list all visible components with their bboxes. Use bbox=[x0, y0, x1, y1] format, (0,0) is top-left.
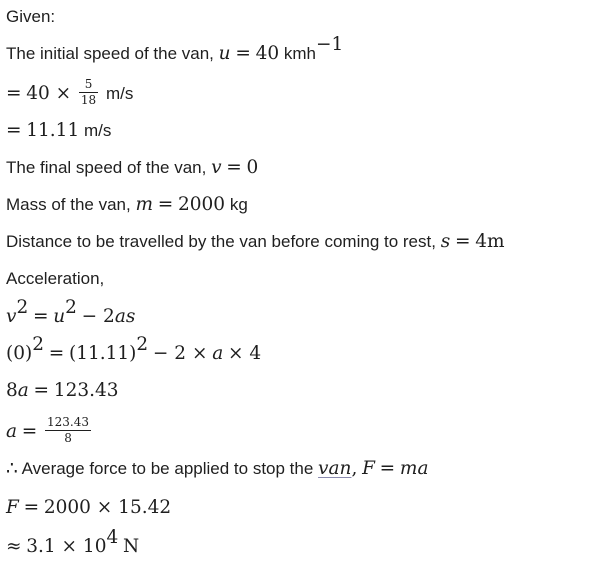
equals-sign: = bbox=[6, 82, 22, 104]
fraction-denominator: 18 bbox=[80, 93, 97, 107]
var-u: u bbox=[218, 43, 231, 64]
var-a: a bbox=[212, 343, 224, 364]
distance-line bbox=[6, 230, 505, 254]
var-F: F bbox=[6, 497, 19, 518]
exponent: 2 bbox=[65, 297, 77, 318]
speed-ms-line bbox=[6, 119, 111, 143]
equation-coefficient: 8 bbox=[6, 380, 18, 401]
mass-value: 2000 bbox=[178, 194, 226, 215]
initial-speed-label: The initial speed of the van, bbox=[6, 44, 214, 63]
force-calc-value: 2000 × 15.42 bbox=[43, 497, 172, 518]
therefore-symbol: ∴ bbox=[6, 458, 18, 479]
equals-sign: = bbox=[23, 497, 40, 518]
var-a: a bbox=[17, 380, 29, 401]
equals-sign: = bbox=[379, 458, 396, 479]
equation-term: × 4 bbox=[227, 343, 262, 364]
conversion-left: 40 × bbox=[26, 82, 72, 104]
acceleration-fraction-line bbox=[6, 415, 94, 447]
equals-sign: = bbox=[6, 120, 22, 141]
exponent: 4 bbox=[106, 527, 119, 548]
fraction-denominator: 8 bbox=[64, 431, 72, 445]
equals-sign: = bbox=[235, 43, 251, 64]
final-speed-line bbox=[6, 156, 258, 180]
var-v: v bbox=[211, 157, 222, 178]
result-unit: N bbox=[123, 536, 140, 557]
fraction-numerator: 123.43 bbox=[47, 415, 90, 429]
final-speed-label: The final speed of the van, bbox=[6, 158, 207, 177]
equation-value: 123.43 bbox=[53, 380, 119, 401]
force-line bbox=[6, 457, 428, 481]
comma: , bbox=[351, 458, 358, 479]
equals-sign: = bbox=[157, 194, 174, 215]
equation-term: − 2 bbox=[81, 306, 115, 327]
equals-sign: = bbox=[226, 157, 242, 178]
force-calc-line bbox=[6, 496, 171, 520]
acceleration-heading bbox=[6, 267, 104, 291]
equation-term: (11.11) bbox=[68, 343, 137, 364]
simplified-line bbox=[6, 379, 119, 403]
given-heading bbox=[6, 5, 55, 29]
exponent: 2 bbox=[136, 334, 149, 355]
speed-ms-value: 11.11 bbox=[26, 120, 80, 141]
var-F: F bbox=[362, 458, 375, 479]
force-text: Average force to be applied to stop the bbox=[21, 459, 314, 478]
conversion-fraction bbox=[79, 78, 98, 107]
acceleration-label: Acceleration, bbox=[6, 269, 105, 288]
equals-sign: = bbox=[21, 420, 38, 442]
speed-ms-unit: m/s bbox=[83, 121, 112, 140]
var-v: v bbox=[6, 306, 17, 327]
var-m: m bbox=[135, 194, 154, 215]
equation-motion-line bbox=[6, 297, 136, 329]
initial-speed-unit: kmh bbox=[283, 44, 316, 63]
equals-sign: = bbox=[48, 343, 65, 364]
mass-unit: kg bbox=[229, 195, 248, 214]
var-a: a bbox=[6, 420, 18, 442]
equals-sign: = bbox=[454, 231, 471, 252]
fraction-numerator: 5 bbox=[79, 78, 98, 93]
mass-line bbox=[6, 193, 248, 217]
equation-term: − 2 × bbox=[152, 343, 208, 364]
initial-speed-value: 40 bbox=[255, 43, 280, 64]
van-underlined: van bbox=[318, 458, 352, 479]
equals-sign: = bbox=[32, 306, 49, 327]
substitution-line bbox=[6, 334, 262, 366]
final-speed-value: 0 bbox=[246, 157, 259, 178]
mass-label: Mass of the van, bbox=[6, 195, 131, 214]
equation-lhs: (0) bbox=[6, 343, 33, 364]
exponent: 2 bbox=[16, 297, 29, 318]
result-line bbox=[6, 527, 140, 559]
var-ma: ma bbox=[399, 458, 429, 479]
var-s: s bbox=[440, 231, 451, 252]
distance-label: Distance to be travelled by the van before coming to rest, bbox=[6, 232, 436, 251]
acceleration-fraction bbox=[45, 416, 91, 445]
exponent: 2 bbox=[32, 334, 44, 355]
var-as: as bbox=[114, 306, 136, 327]
given-text: Given: bbox=[6, 7, 56, 26]
result-value: 3.1 × 10 bbox=[26, 536, 107, 557]
var-u: u bbox=[53, 306, 66, 327]
conversion-unit: m/s bbox=[105, 83, 134, 103]
unit-exponent: −1 bbox=[315, 34, 344, 55]
conversion-line bbox=[6, 77, 134, 109]
distance-value: 4m bbox=[475, 231, 505, 252]
equals-sign: = bbox=[33, 380, 50, 401]
approx-symbol: ≈ bbox=[6, 536, 22, 557]
initial-speed-line bbox=[6, 34, 344, 66]
